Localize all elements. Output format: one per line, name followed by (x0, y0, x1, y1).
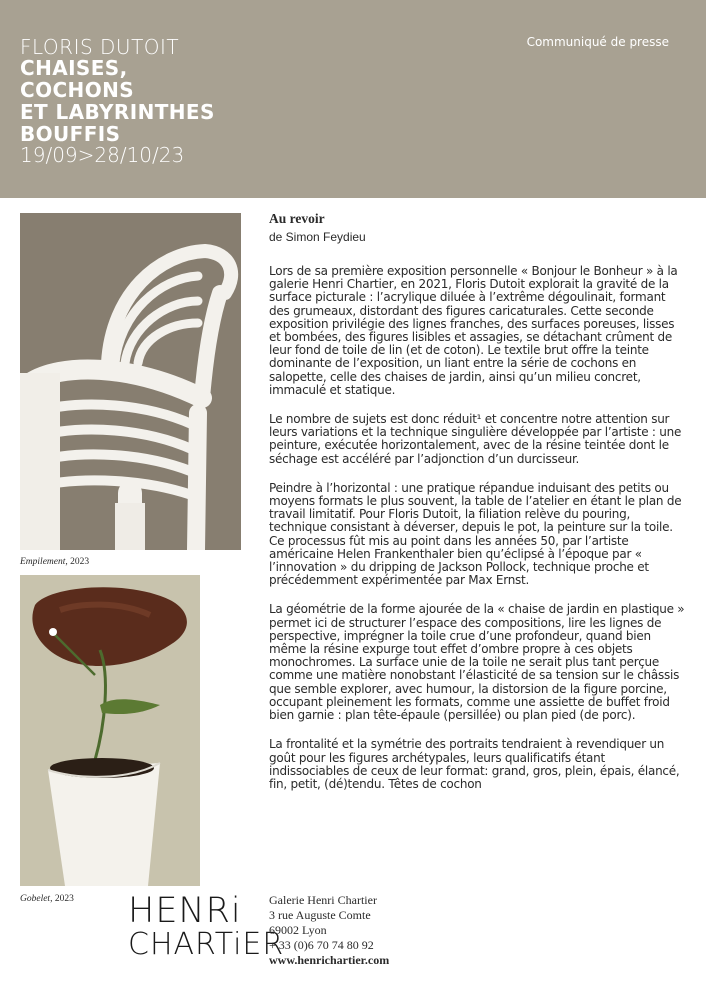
gallery-logo (128, 891, 285, 964)
gallery-phone: + 33 (0)6 70 74 80 92 (269, 938, 374, 952)
cup-painting-image (20, 575, 200, 886)
artwork-empilement (20, 213, 241, 550)
gallery-address (269, 893, 389, 968)
title-line: ET LABYRINTHES (20, 100, 215, 124)
caption-year: , 2023 (65, 557, 90, 567)
article-title: Au revoir (269, 211, 325, 226)
exhibition-title (20, 57, 215, 145)
caption-title: Gobelet (20, 894, 51, 904)
gallery-website-link[interactable]: www.henrichartier.com (269, 953, 390, 967)
artwork-gobelet (20, 575, 200, 886)
logo-line-1: HENRi (128, 891, 242, 931)
exhibition-dates: 19/09>28/10/23 (20, 143, 185, 167)
logo-line-2: CHARTiER (128, 927, 285, 962)
article-paragraph: Peindre à l’horizontal : une pratique répandue induisant des petits ou moyens formats le plus souvent, la table de l’atelier en étant le plan de travail limitatif. Pour Floris Dutoit, la filiation relève du pouring, technique consistant à déverser, depuis le pot, la peinture sur la toile. Ce processus fût mis au point dans les années 50, par l’artiste américaine Helen Frankenthaler bien qu’éclipsé à l’époque par « l’innovation » du dripping de Jackson Pollock, technique proche et précédemment expérimentée par Max Ernst. (269, 480, 682, 588)
caption-year: , 2023 (50, 894, 74, 904)
chair-painting-image (20, 213, 241, 550)
gallery-city: 69002 Lyon (269, 923, 327, 937)
caption-gobelet (20, 894, 74, 904)
article-paragraph: Le nombre de sujets est donc réduit¹ et concentre notre attention sur leurs variations et la technique singulière développée par l’artiste : une peinture, exécutée horizontalement, avec de la résine teintée dont le séchage est accéléré par l’adjonction d’un durcisseur. (269, 412, 682, 466)
title-line: CHAISES, (20, 56, 128, 80)
header-banner (0, 0, 706, 198)
artist-name: FLORIS DUTOIT (20, 35, 180, 59)
article-column (269, 211, 687, 791)
title-line: BOUFFIS (20, 122, 121, 146)
gallery-street: 3 rue Auguste Comte (269, 908, 371, 922)
gallery-name: Galerie Henri Chartier (269, 893, 377, 907)
caption-title: Empilement (20, 557, 66, 567)
caption-empilement (20, 557, 89, 567)
press-release-label: Communiqué de presse (526, 35, 669, 49)
article-paragraph: La géométrie de la forme ajourée de la « chaise de jardin en plastique » permet ici de structurer l’espace des compositions, lire les lignes de perspective, imprégner la toile crue d’une profondeur, quand bien même la résine expurge tout effet d’ombre propre à ces objets monochromes. La surface unie de la toile ne serait plus tant perçue comme une matière nonobstant l’élasticité de sa tension sur le châssis que semble explorer, avec humour, la distorsion de la figure porcine, occupant pleinement les formats, comme une assiette de buffet froid bien garnie : plan tête-épaule (persillée) ou plan pied (de porc). (269, 602, 685, 723)
title-line: COCHONS (20, 78, 135, 102)
article-paragraph: La frontalité et la symétrie des portraits tendraient à revendiquer un goût pour les figures archétypales, leurs qualificatifs étant indissociables de ceux de leur format: grand, gros, plein, épais, élancé, fin, petit, (dé)tendu. Têtes de cochon (269, 737, 680, 791)
article-paragraph: Lors de sa première exposition personnelle « Bonjour le Bonheur » à la galerie Henri Chartier, en 2021, Floris Dutoit explorait la gravité de la surface picturale : l’acrylique diluée à l’extrême dégoulinait, formant des grumeaux, distordant des figures caricaturales. Cette seconde exposition privilégie des lignes franches, des surfaces poreuses, lisses et bombées, des figures lisibles et assagies, se détachant crûment de leur fond de toile de lin (et de coton). Le textile brut offre la teinte dominante de l’exposition, un liant entre la série de cochons en salopette, celle des chaises de jardin, ainsi qu’un milieu concret, immaculé et statique. (269, 264, 678, 397)
article-byline: de Simon Feydieu (269, 230, 366, 244)
